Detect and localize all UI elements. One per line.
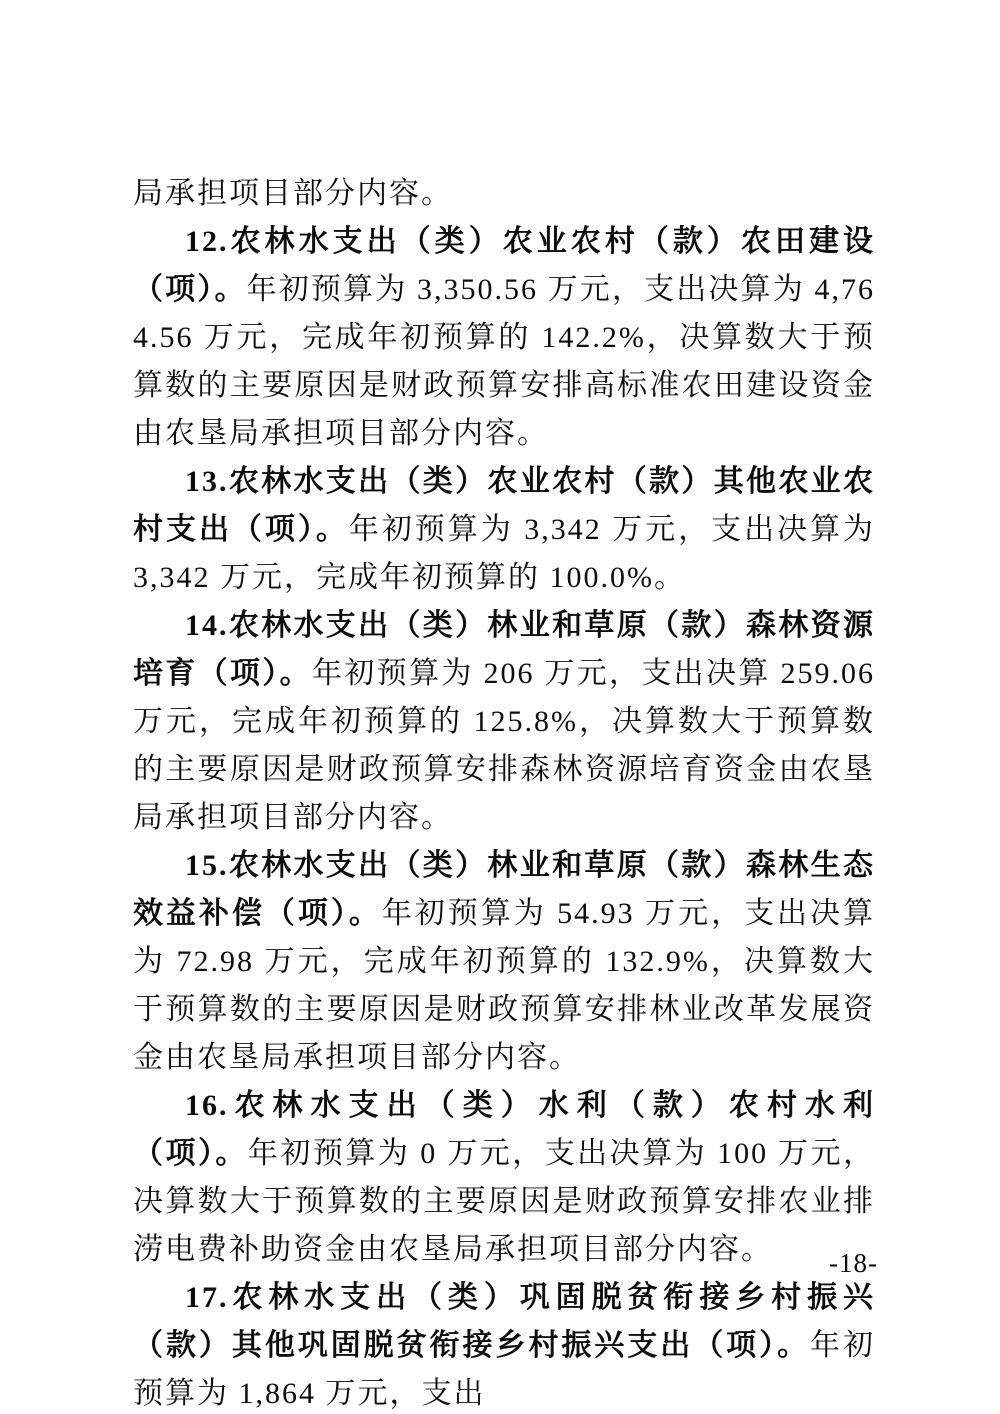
paragraph-16-body: 年初预算为 0 万元，支出决算为 100 万元，决算数大于预算数的主要原因是财政预算安排农业排涝电费补助资金由农垦局承担项目部分内容。 bbox=[133, 1137, 876, 1266]
paragraph-text: 局承担项目部分内容。 bbox=[133, 177, 453, 210]
paragraph-16 bbox=[133, 1082, 875, 1274]
page-number: -18- bbox=[829, 1248, 878, 1278]
paragraph-13-body: 年初预算为 3,342 万元，支出决算为 3,342 万元，完成年初预算的 100.0%。 bbox=[133, 513, 876, 594]
page-body-text bbox=[133, 170, 875, 1414]
paragraph-17-body: 年初预算为 1,864 万元，支出 bbox=[133, 1329, 876, 1410]
paragraph-16-heading: 16.农林水支出（类）水利（款）农村水利（项）。 bbox=[133, 1089, 875, 1170]
paragraph-17 bbox=[133, 1274, 875, 1414]
paragraph-14 bbox=[133, 602, 875, 842]
paragraph-12-body: 年初预算为 3,350.56 万元，支出决算为 4,764.56 万元，完成年初预算的 142.2%，决算数大于预算数的主要原因是财政预算安排高标准农田建设资金由农垦局承担项目部分内容。 bbox=[133, 273, 876, 450]
paragraph-15-body: 年初预算为 54.93 万元，支出决算为 72.98 万元，完成年初预算的 132.9%，决算数大于预算数的主要原因是财政预算安排林业改革发展资金由农垦局承担项目部分内容。 bbox=[133, 897, 876, 1074]
paragraph-12 bbox=[133, 218, 875, 458]
paragraph-14-heading: 14.农林水支出（类）林业和草原（款）森林资源培育（项）。 bbox=[133, 609, 875, 690]
paragraph-12-heading: 12.农林水支出（类）农业农村（款）农田建设（项）。 bbox=[133, 225, 875, 306]
paragraph-13 bbox=[133, 458, 875, 602]
paragraph-14-body: 年初预算为 206 万元，支出决算 259.06 万元，完成年初预算的 125.8%，决算数大于预算数的主要原因是财政预算安排森林资源培育资金由农垦局承担项目部分内容。 bbox=[133, 657, 875, 834]
paragraph-17-heading: 17.农林水支出（类）巩固脱贫衔接乡村振兴（款）其他巩固脱贫衔接乡村振兴支出（项）。 bbox=[133, 1281, 875, 1362]
paragraph-15-heading: 15.农林水支出（类）林业和草原（款）森林生态效益补偿（项）。 bbox=[133, 849, 875, 930]
paragraph-15 bbox=[133, 842, 875, 1082]
paragraph-13-heading: 13.农林水支出（类）农业农村（款）其他农业农村支出（项）。 bbox=[133, 465, 875, 546]
paragraph-continuation bbox=[133, 170, 875, 218]
